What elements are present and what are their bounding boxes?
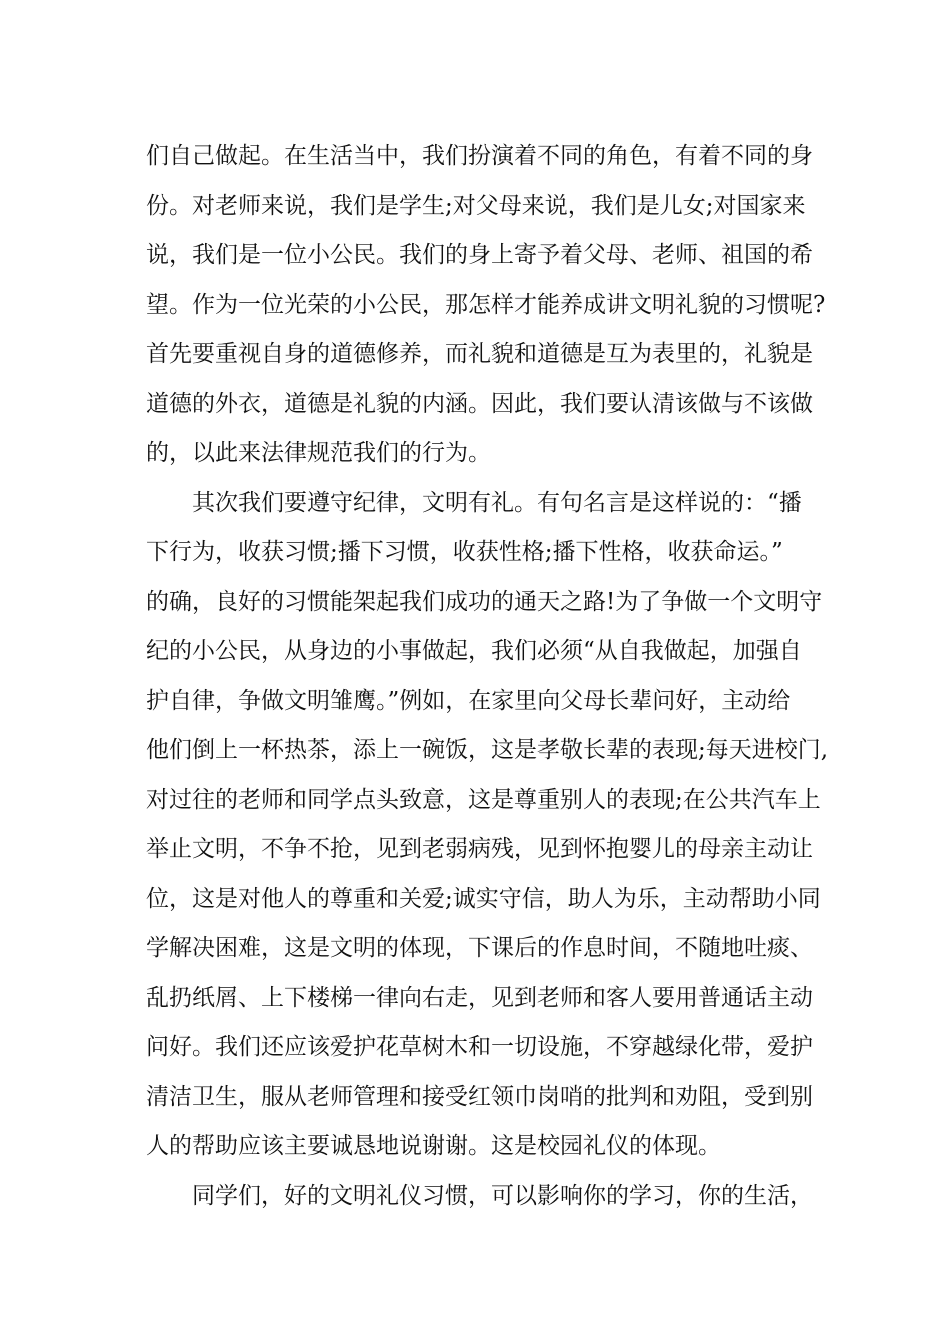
text-line: 说，我们是一位小公民。我们的身上寄予着父母、老师、祖国的希 [146,242,813,268]
text-line: 份。对老师来说，我们是学生;对父母来说，我们是儿女;对国家来 [146,192,806,219]
text-line: 位，这是对他人的尊重和关爱;诚实守信，助人为乐，主动帮助小同 [146,885,821,912]
text-line: 护自律，争做文明雏鹰。”例如，在家里向父母长辈问好，主动给 [146,687,791,714]
text-line: 望。作为一位光荣的小公民，那怎样才能养成讲文明礼貌的习惯呢? [146,291,826,318]
paragraph-start-line: 其次我们要遵守纪律，文明有礼。有句名言是这样说的：“播 [192,489,802,516]
text-line: 乱扔纸屑、上下楼梯一律向右走，见到老师和客人要用普通话主动 [146,984,813,1011]
text-line: 他们倒上一杯热茶，添上一碗饭，这是孝敬长辈的表现;每天进校门, [146,737,829,763]
text-line: 的，以此来法律规范我们的行为。 [146,440,491,466]
text-line: 下行为，收获习惯;播下习惯，收获性格;播下性格，收获命运。” [146,539,783,565]
body-text [146,132,829,1221]
text-line: 道德的外衣，道德是礼貌的内涵。因此，我们要认清该做与不该做 [146,390,813,417]
text-line: 问好。我们还应该爱护花草树木和一切设施，不穿越绿化带，爱护 [146,1034,813,1060]
text-line: 的确，良好的习惯能架起我们成功的通天之路!为了争做一个文明守 [146,588,823,615]
paragraph-start-line: 同学们，好的文明礼仪习惯，可以影响你的学习，你的生活， [192,1182,813,1209]
text-line: 人的帮助应该主要诚恳地说谢谢。这是校园礼仪的体现。 [146,1133,721,1159]
text-line: 清洁卫生，服从老师管理和接受红领巾岗哨的批判和劝阻，受到别 [146,1083,813,1110]
text-line: 对过往的老师和同学点头致意，这是尊重别人的表现;在公共汽车上 [146,786,821,813]
text-line: 举止文明，不争不抢，见到老弱病残，见到怀抱婴儿的母亲主动让 [146,836,813,862]
text-line: 们自己做起。在生活当中，我们扮演着不同的角色，有着不同的身 [146,143,813,169]
text-line: 学解决困难，这是文明的体现，下课后的作息时间，不随地吐痰、 [146,935,813,961]
text-line: 纪的小公民，从身边的小事做起，我们必须“从自我做起，加强自 [146,638,802,664]
text-line: 首先要重视自身的道德修养，而礼貌和道德是互为表里的，礼貌是 [146,341,813,367]
